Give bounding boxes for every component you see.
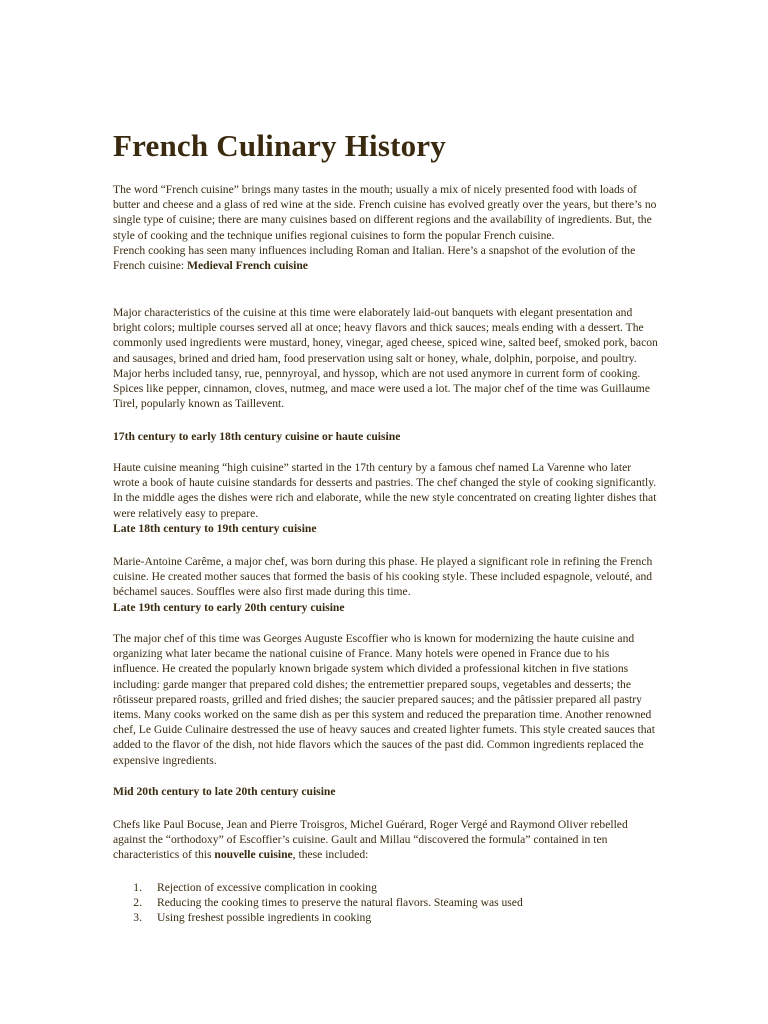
list-item-text: Rejection of excessive complication in cooking <box>157 881 377 894</box>
haute-cuisine-text: Haute cuisine meaning “high cuisine” started in the 17th century by a famous chef named La Varenne who later wrote a book of haute cuisine standards for desserts and pastries. The chef changed the style of cooking significantly. In the middle ages the dishes were rich and elaborate, while the new style concentrated on creating lighter dishes that were relatively easy to prepare. <box>113 461 657 520</box>
section-heading-17th: 17th century to early 18th century cuisine or haute cuisine <box>113 430 401 443</box>
escoffier-paragraph: The major chef of this time was Georges Auguste Escoffier who is known for modernizing the haute cuisine and organizing what later became the national cuisine of France. Many hotels were opened in France due to his influence. He created the popularly known brigade system which divided a professional kitchen in five stations including: garde manger that prepared cold dishes; the entremettier prepared soups, vegetables and desserts; the rôtisseur prepared roasts, grilled and fried dishes; the saucier prepared sauces; and the pâtissier prepared all pastry items. Many cooks worked on the same dish as per this system and reduced the preparation time. Another renowned chef, Le Guide Culinaire destressed the use of heavy sauces and created lighter fumets. This style created sauces that added to the flavor of the dish, not hide flavors which the sauces of the past did. Common ingredients replaced the expensive ingredients. <box>113 632 655 767</box>
list-number: 3. <box>133 911 142 925</box>
list-item <box>113 880 658 895</box>
list-number: 2. <box>133 896 142 910</box>
section-heading-late19th: Late 19th century to early 20th century cuisine <box>113 600 345 614</box>
intro-text: The word “French cuisine” brings many tastes in the mouth; usually a mix of nicely presented food with loads of butter and cheese and a glass of red wine at the side. French cuisine has evolved greatly over the years, but there’s no single type of cuisine; there are many cuisines based on different regions and the availability of ingredients. But, the style of cooking and the technique unifies regional cuisines to form the popular French cuisine. <box>113 183 657 242</box>
list-number: 1. <box>133 881 142 894</box>
page-title: French Culinary History <box>113 128 446 163</box>
nouvelle-cuisine-text-end: , these included: <box>292 848 369 862</box>
list-item-text: Using freshest possible ingredients in cooking <box>157 911 372 925</box>
nouvelle-cuisine-paragraph <box>113 817 658 863</box>
list-item <box>113 895 658 910</box>
list-item <box>113 910 658 925</box>
section-heading-medieval: Medieval French cuisine <box>187 259 308 273</box>
intro-paragraph <box>113 182 658 273</box>
nouvelle-cuisine-text: Chefs like Paul Bocuse, Jean and Pierre Troisgros, Michel Guérard, Roger Vergé and Raymond Oliver rebelled against the “orthodoxy” of Escoffier’s cuisine. Gault and Millau “discovered the formula” contained in ten characteristics of this <box>113 818 628 862</box>
careme-paragraph <box>113 554 658 615</box>
intro-text-2: French cooking has seen many influences including Roman and Italian. Here’s a snapshot of the evolution of the French cuisine: <box>113 243 636 273</box>
section-heading-mid20th: Mid 20th century to late 20th century cuisine <box>113 785 336 798</box>
list-item-text: Reducing the cooking times to preserve the natural flavors. Steaming was used <box>157 896 523 910</box>
characteristics-list <box>113 880 658 926</box>
section-heading-late18th: Late 18th century to 19th century cuisine <box>113 521 317 535</box>
nouvelle-cuisine-term: nouvelle cuisine <box>214 848 293 862</box>
careme-text: Marie-Antoine Carême, a major chef, was born during this phase. He played a significant role in refining the French cuisine. He created mother sauces that formed the basis of his cooking style. These included espagnole, velouté, and béchamel sauces. Souffles were also first made during this time. <box>113 555 653 599</box>
haute-cuisine-paragraph <box>113 460 658 536</box>
medieval-paragraph: Major characteristics of the cuisine at this time were elaborately laid-out banquets with elegant presentation and bright colors; multiple courses served all at once; heavy flavors and thick sauces; meals ending with a dessert. The commonly used ingredients were mustard, honey, vinegar, aged cheese, spiced wine, salted beef, smoked pork, bacon and sausages, brined and dried ham, food preservation using salt or honey, whale, dolphin, porpoise, and poultry. Major herbs included tansy, rue, pennyroyal, and hyssop, which are not used anymore in current form of cooking. Spices like pepper, cinnamon, cloves, nutmeg, and mace were used a lot. The major chef of the time was Guillaume Tirel, popularly known as Taillevent. <box>113 306 658 411</box>
